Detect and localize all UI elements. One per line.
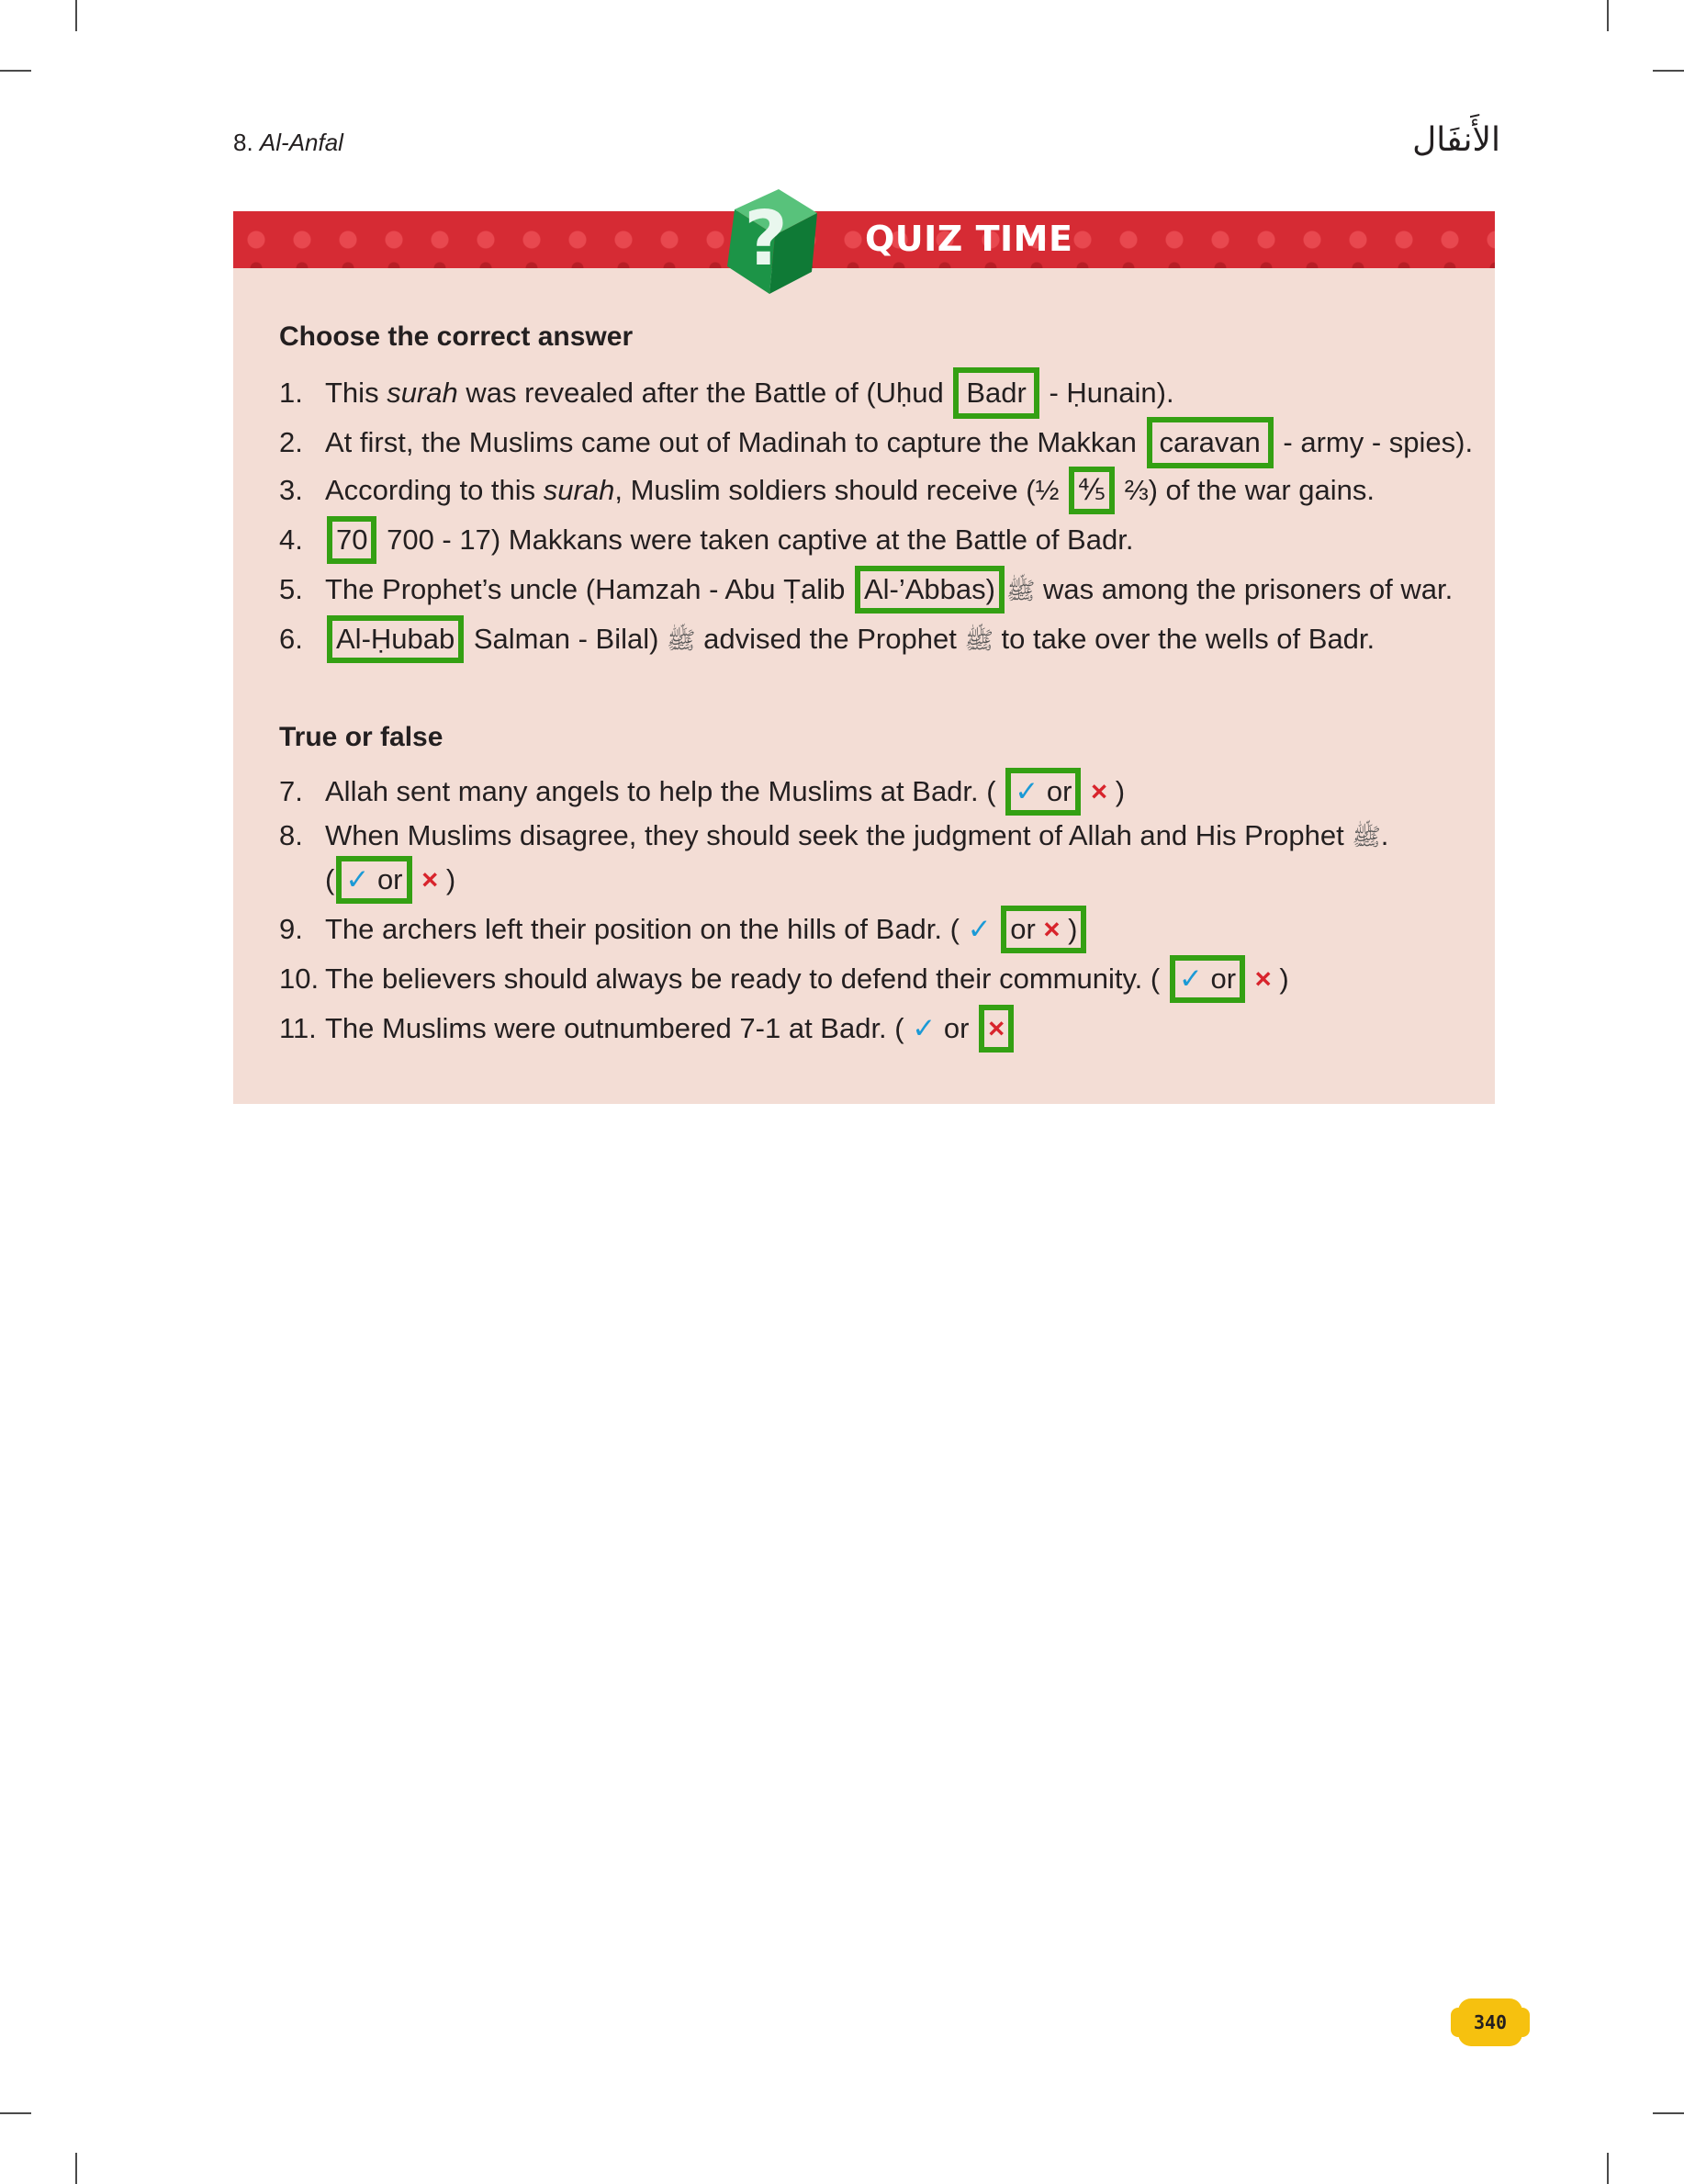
false-option-selected[interactable]: or × )	[1001, 906, 1086, 953]
question-9: 9. The archers left their position on the hills of Badr. ( ✓ or × )	[279, 906, 1088, 953]
false-option-selected[interactable]	[979, 1005, 1014, 1053]
page-number: 340	[1473, 2011, 1508, 2033]
cross-icon[interactable]: ×	[1254, 963, 1272, 995]
true-option-selected[interactable]: ✓ or	[1170, 955, 1245, 1003]
tick-icon[interactable]: ✓	[967, 913, 992, 945]
tick-icon[interactable]: ✓	[912, 1012, 937, 1044]
crop-mark	[75, 2153, 77, 2184]
question-6: 6. Al-Ḥubab Salman - Bilal) ﷺ advised the Prophet ﷺ to take over the wells of Badr.	[279, 615, 1375, 663]
answer-option-selected[interactable]: Al-’Abbas)	[855, 566, 1005, 614]
cross-icon: ×	[988, 1012, 1005, 1044]
answer-option-selected[interactable]: caravan	[1147, 417, 1274, 468]
section-heading-choose: Choose the correct answer	[279, 321, 634, 352]
honorific-icon: ﷺ	[964, 626, 994, 654]
crop-mark	[1653, 2112, 1684, 2114]
cross-icon: ×	[1043, 913, 1061, 945]
question-7: 7. Allah sent many angels to help the Muslims at Badr. ( ✓ or × )	[279, 768, 1125, 816]
crop-mark	[1607, 0, 1609, 31]
question-4: 4. 70 700 - 17) Makkans were taken captive at the Battle of Badr.	[279, 516, 1133, 564]
honorific-icon: ﷺ	[667, 626, 696, 654]
svg-text:?: ?	[744, 196, 788, 283]
question-10: 10. The believers should always be ready to defend their community. ( ✓ or × )	[279, 955, 1289, 1003]
honorific-icon: ﷺ	[1005, 577, 1036, 604]
quiz-title: QUIZ TIME	[865, 219, 1073, 259]
crop-mark	[75, 0, 77, 31]
question-11: 11. The Muslims were outnumbered 7-1 at Badr. ( ✓ or ×	[279, 1005, 1016, 1053]
question-1: 1. This surah was revealed after the Battle of (Uḥud Badr - Ḥunain).	[279, 367, 1174, 419]
question-8: 8. When Muslims disagree, they should seek the judgment of Allah and His Prophet ﷺ.	[279, 819, 1389, 851]
true-option-selected[interactable]: ✓ or	[1005, 768, 1081, 816]
question-3: 3. According to this surah, Muslim soldiers should receive (½ ⅘ ⅔) of the war gains.	[279, 467, 1375, 514]
chapter-name: Al-Anfal	[259, 129, 343, 156]
question-8-options: ( ✓ or × )	[325, 856, 455, 904]
question-5: 5. The Prophet’s uncle (Hamzah - Abu Ṭalib Al-’Abbas) ﷺ was among the prisoners of war.	[279, 566, 1453, 614]
tick-icon: ✓	[1178, 963, 1203, 995]
section-heading-true-false: True or false	[279, 722, 443, 752]
crop-mark	[0, 2112, 31, 2114]
crop-mark	[1607, 2153, 1609, 2184]
true-option-selected[interactable]: ✓ or	[336, 856, 411, 904]
tick-icon: ✓	[345, 863, 370, 895]
answer-option-selected[interactable]: 70	[327, 516, 376, 564]
cross-icon[interactable]: ×	[421, 863, 439, 895]
quiz-banner	[233, 211, 1495, 268]
question-2: 2. At first, the Muslims came out of Madinah to capture the Makkan caravan - army - spies).	[279, 417, 1473, 468]
chapter-number: 8.	[233, 129, 253, 156]
running-header	[233, 129, 343, 157]
answer-option-selected[interactable]: Al-Ḥubab	[327, 615, 464, 663]
answer-option-selected[interactable]: ⅘	[1069, 467, 1115, 514]
chapter-name-arabic: الأَنفَال	[1412, 121, 1500, 159]
cross-icon[interactable]: ×	[1091, 775, 1108, 807]
answer-option-selected[interactable]: Badr	[953, 367, 1038, 419]
quiz-box	[233, 196, 1495, 1104]
question-cube-icon	[714, 182, 819, 296]
page-number-badge	[1458, 1998, 1522, 2046]
crop-mark	[0, 70, 31, 72]
honorific-icon: ﷺ	[1352, 823, 1381, 850]
tick-icon: ✓	[1015, 775, 1039, 807]
crop-mark	[1653, 70, 1684, 72]
